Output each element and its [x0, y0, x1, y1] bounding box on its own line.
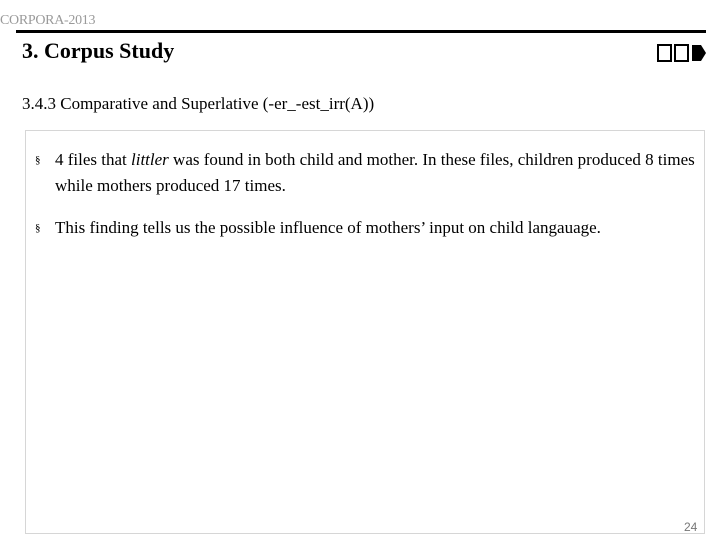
bullet-marker: § — [35, 154, 41, 166]
end-slide-icon[interactable] — [692, 45, 706, 61]
title-rule — [16, 30, 706, 33]
bullet-item — [26, 215, 706, 241]
bullet-emphasis: littler — [131, 150, 169, 169]
content-box — [25, 130, 705, 534]
bullet-marker: § — [35, 222, 41, 234]
bullet-text: 4 files that — [55, 150, 132, 169]
slide-nav-icons — [657, 43, 707, 63]
header-tag: CORPORA-2013 — [0, 13, 96, 28]
slide-subtitle: 3.4.3 Comparative and Superlative (-er_-est_irr(A)) — [22, 94, 375, 113]
page-number: 24 — [684, 520, 698, 534]
next-slide-icon[interactable] — [675, 45, 688, 61]
bullet-text: was found in both child and mother. In these files, children produced 8 times while mothers produced 17 times. — [55, 150, 695, 195]
slide-title: 3. Corpus Study — [22, 38, 175, 63]
bullet-text: This finding tells us the possible influence of mothers’ input on child langauage. — [55, 218, 601, 237]
bullet-item — [26, 147, 706, 199]
prev-slide-icon[interactable] — [658, 45, 671, 61]
